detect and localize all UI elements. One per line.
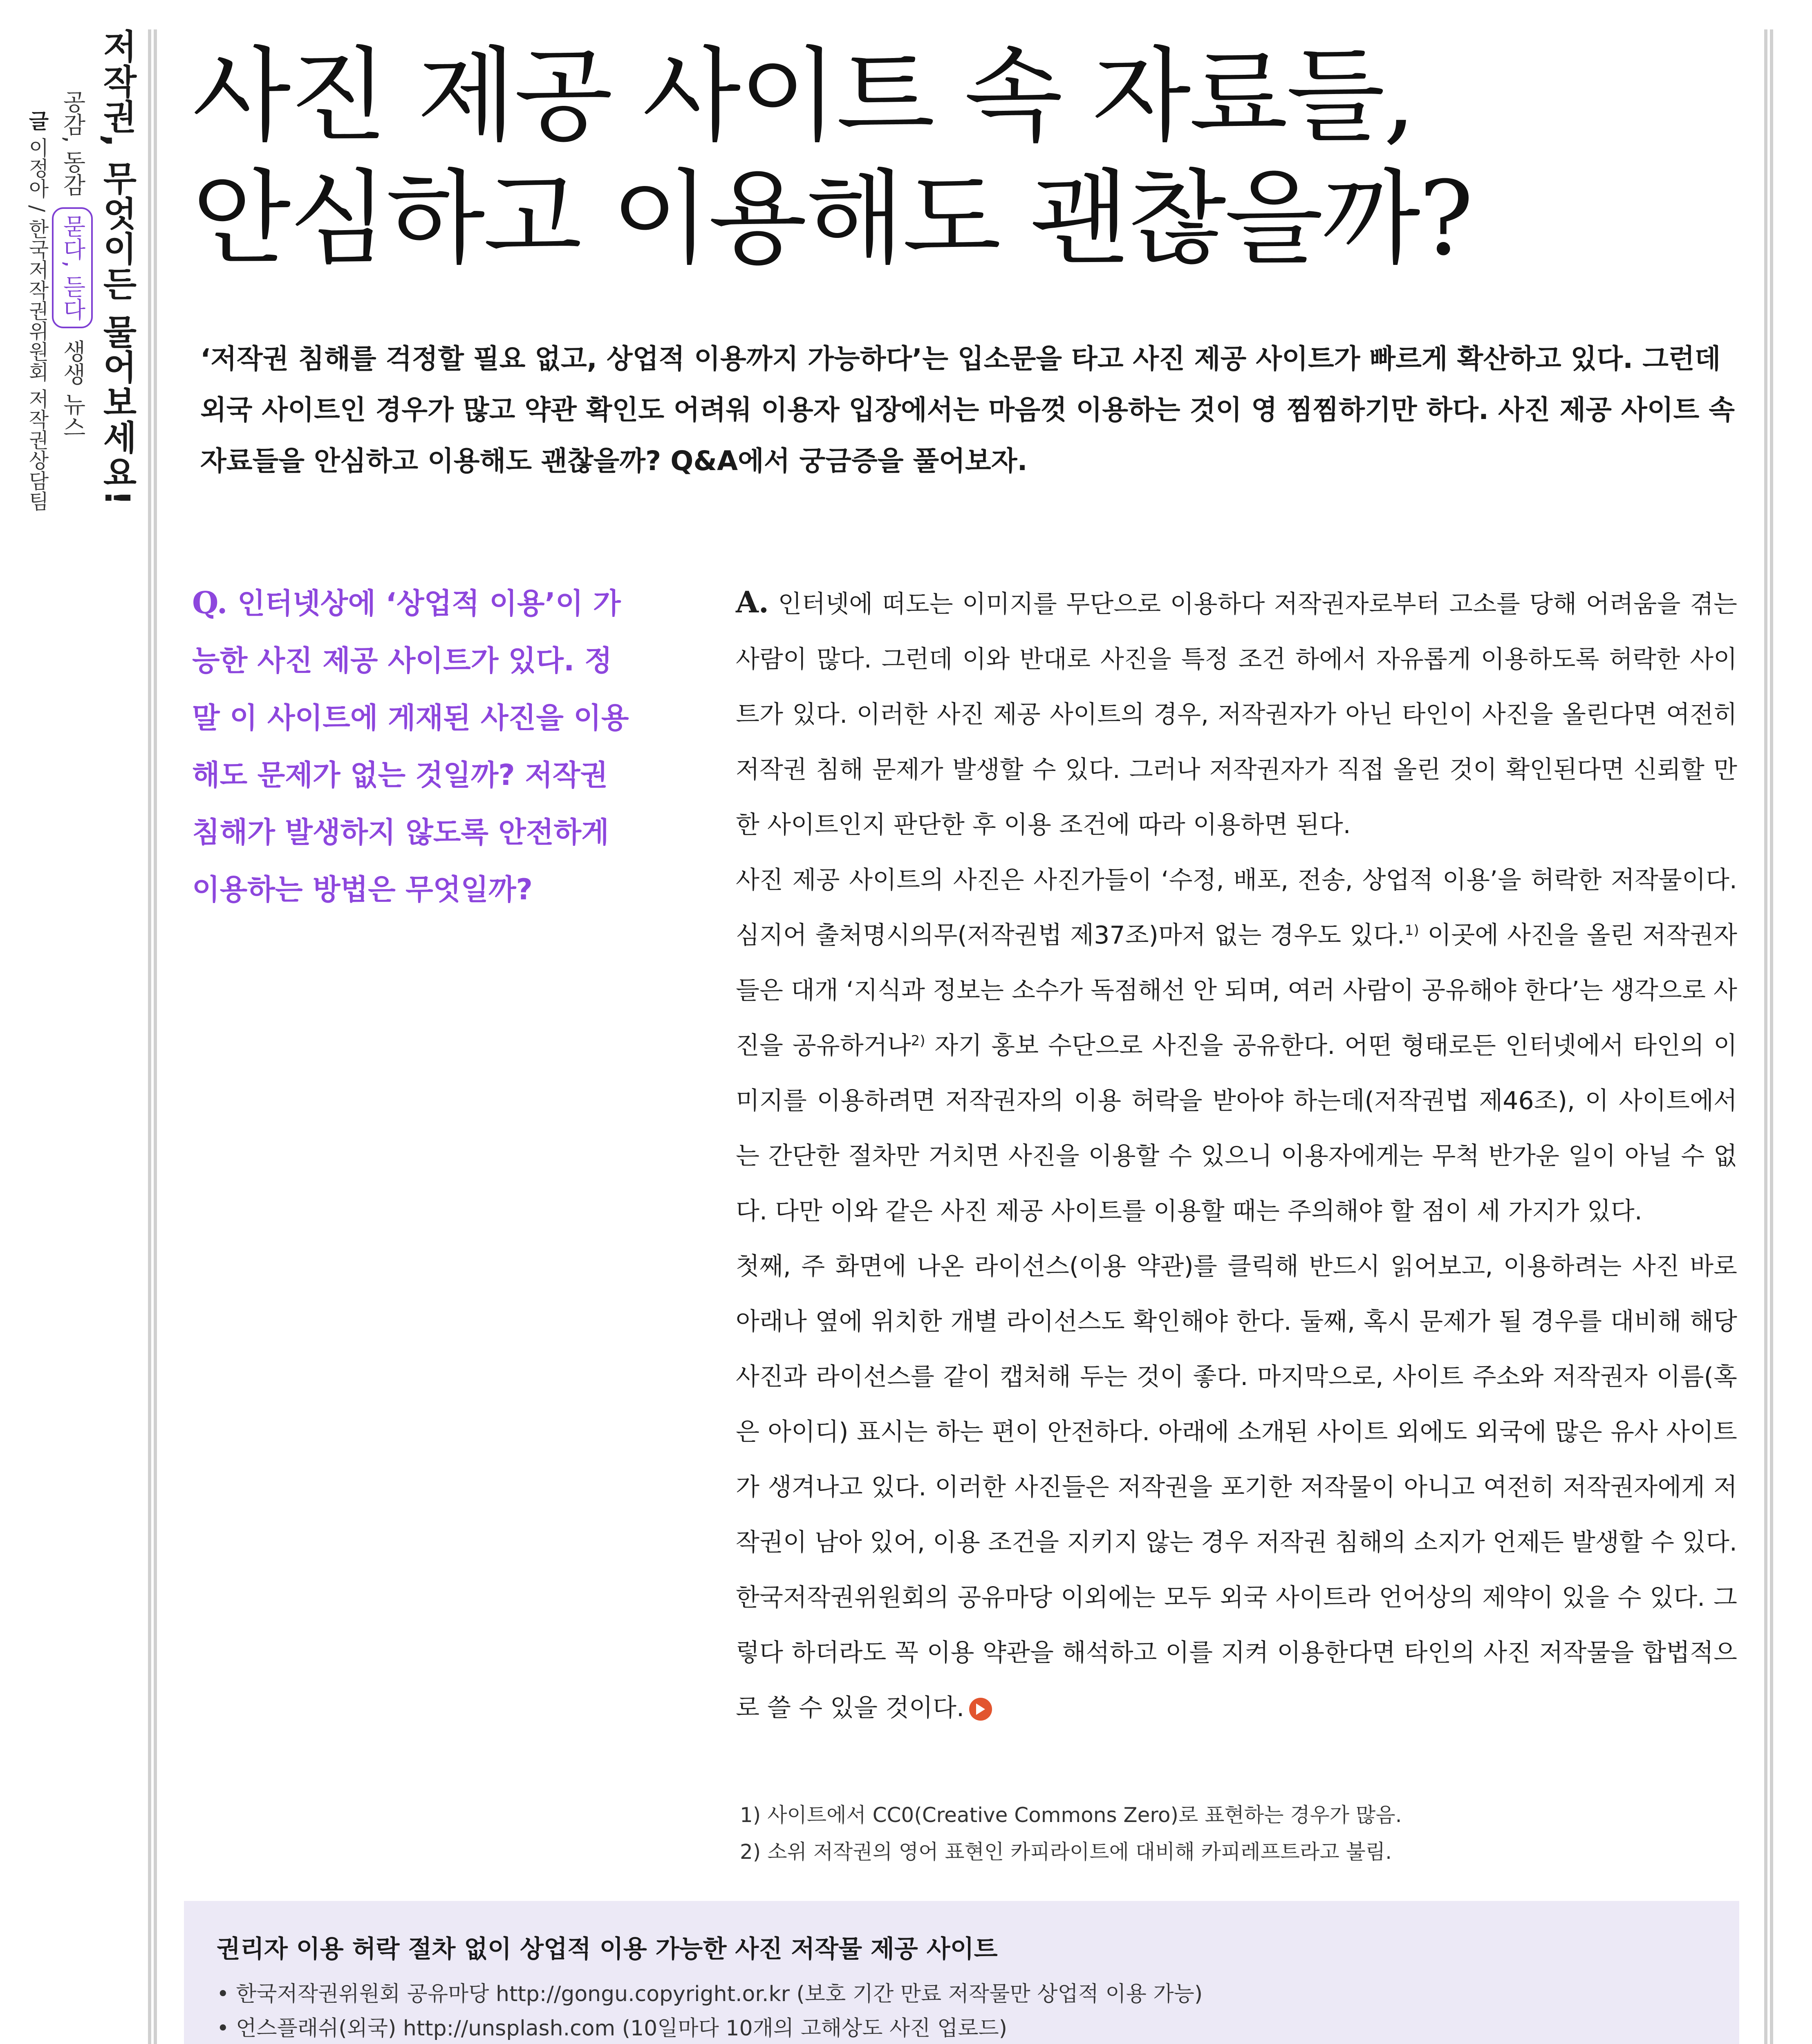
footnotes	[740, 1797, 1737, 1870]
end-mark-icon	[969, 1698, 992, 1721]
answer-p2c-text: 자기 홍보 수단으로 사진을 공유한다. 어떤 형태로든 인터넷에서 타인의 이미지를 이용하려면 저작권자의 이용 허락을 받아야 하는데(저작권법 제46조), 이 사이트에서는 간단한 절차만 거치면 사진을 이용할 수 있으니 이용자에게는 무척 반가운 일이 아닐 수 없다. 다만 이와 같은 사진 제공 사이트를 이용할 때는 주의해야 할 점이 세 가지가 있다.	[736, 1031, 1738, 1226]
section-menu-item-3: 생생 뉴스	[59, 339, 86, 439]
answer-p2b-text: 이곳에 사진을 올린 저작권자들은 대개 ‘지식과 정보는 소수가 독점해선 안 되며, 여러 사람이 공유해야 한다’는 생각으로 사진을 공유하거나	[736, 921, 1738, 1060]
article-title	[192, 35, 1745, 280]
title-line-2: 안심하고 이용해도 괜찮을까?	[192, 159, 1472, 278]
section-menu-item-active: 묻다, 듣다	[52, 207, 93, 328]
site-list-row	[217, 1977, 1707, 2011]
left-border-rule	[148, 29, 157, 2044]
credit-label: 글	[25, 110, 49, 131]
answer-block	[736, 574, 1737, 1736]
right-border-rule	[1764, 29, 1773, 2044]
question-mark: Q.	[192, 585, 228, 621]
answer-p3-text: 첫째, 주 화면에 나온 라이선스(이용 약관)를 클릭해 반드시 읽어보고, 이용하려는 사진 바로 아래나 옆에 위치한 개별 라이선스도 확인해야 한다. 둘째, 혹시 문제가 될 경우를 대비해 해당 사진과 라이선스를 같이 캡처해 두는 것이 좋다. 마지막으로, 사이트 주소와 저작권자 이름(혹은 아이디) 표시는 하는 편이 안전하다. 아래에 소개된 사이트 외에도 외국에 많은 유사 사이트가 생겨나고 있다. 이러한 사진들은 저작권을 포기한 저작물이 아니고 여전히 저작권자에게 저작권이 남아 있어, 이용 조건을 지키지 않는 경우 저작권 침해의 소지가 언제든 발생할 수 있다. 한국저작권위원회의 공유마당 이외에는 모두 외국 사이트라 언어상의 제약이 있을 수 있다. 그렇다 하더라도 꼭 이용 약관을 해석하고 이를 지켜 이용한다면 타인의 사진 저작물을 합법적으로 쓸 수 있을 것이다.	[736, 1252, 1737, 1722]
footnote-1: 1) 사이트에서 CC0(Creative Commons Zero)로 표현하는 경우가 많음.	[740, 1803, 1402, 1827]
section-menu	[52, 90, 93, 511]
answer-paragraph-2	[736, 853, 1737, 1239]
answer-paragraph-1	[736, 574, 1737, 853]
site-item-gongu: • 한국저작권위원회 공유마당 http://gongu.copyright.or.kr (보호 기간 만료 저작물만 상업적 이용 가능)	[217, 1977, 1203, 2011]
footnote-ref-1: 1)	[1404, 922, 1419, 939]
footnote-2: 2) 소위 저작권의 영어 표현인 카피라이트에 대비해 카피레프트라고 불림.	[740, 1840, 1392, 1864]
question-block	[192, 574, 638, 918]
site-list-row	[217, 2011, 1707, 2044]
title-line-1: 사진 제공 사이트 속 자료들,	[192, 36, 1414, 155]
site-list-box	[184, 1901, 1739, 2044]
site-list-title: 권리자 이용 허락 절차 없이 상업적 이용 가능한 사진 저작물 제공 사이트	[217, 1935, 998, 1963]
question-text: 인터넷상에 ‘상업적 이용’이 가능한 사진 제공 사이트가 있다. 정말 이 사이트에 게재된 사진을 이용해도 문제가 없는 것일까? 저작권 침해가 발생하지 않도록 안전하게 이용하는 방법은 무엇일까?	[192, 587, 629, 906]
credit-text: 이정아 / 한국저작권위원회 저작권상담팀	[25, 137, 49, 511]
footnote-ref-2: 2)	[911, 1033, 925, 1049]
lead-paragraph: ‘저작권 침해를 걱정할 필요 없고, 상업적 이용까지 가능하다’는 입소문을 타고 사진 제공 사이트가 빠르게 확산하고 있다. 그런데 외국 사이트인 경우가 많고 약관 확인도 어려워 이용자 입장에서는 마음껏 이용하는 것이 영 찜찜하기만 하다. 사진 제공 사이트 속 자료들을 안심하고 이용해도 괜찮을까? Q&A에서 궁금증을 풀어보자.	[200, 343, 1735, 477]
side-header	[22, 29, 142, 511]
section-menu-item-1: 공감, 동감	[59, 90, 86, 196]
answer-p1-text: 인터넷에 떠도는 이미지를 무단으로 이용하다 저작권자로부터 고소를 당해 어려움을 겪는 사람이 많다. 그런데 이와 반대로 사진을 특정 조건 하에서 자유롭게 이용하도록 허락한 사이트가 있다. 이러한 사진 제공 사이트의 경우, 저작권자가 아닌 타인이 사진을 올린다면 여전히 저작권 침해 문제가 발생할 수 있다. 그러나 저작권자가 직접 올린 것이 확인된다면 신뢰할 만한 사이트인지 판단한 후 이용 조건에 따라 이용하면 된다.	[736, 590, 1738, 839]
site-item-unsplash: • 언스플래쉬(외국) http://unsplash.com (10일마다 10개의 고해상도 사진 업로드)	[217, 2011, 1007, 2044]
series-title: 저작권, 무엇이든 물어보세요!	[97, 29, 137, 507]
answer-p2a-text: 사진 제공 사이트의 사진은 사진가들이 ‘수정, 배포, 전송, 상업적 이용’을 허락한 저작물이다. 심지어 출처명시의무(저작권법 제37조)마저 없는 경우도 있다.	[736, 866, 1737, 950]
author-credit	[22, 110, 52, 511]
answer-paragraph-3	[736, 1239, 1737, 1736]
answer-mark: A.	[736, 585, 769, 619]
